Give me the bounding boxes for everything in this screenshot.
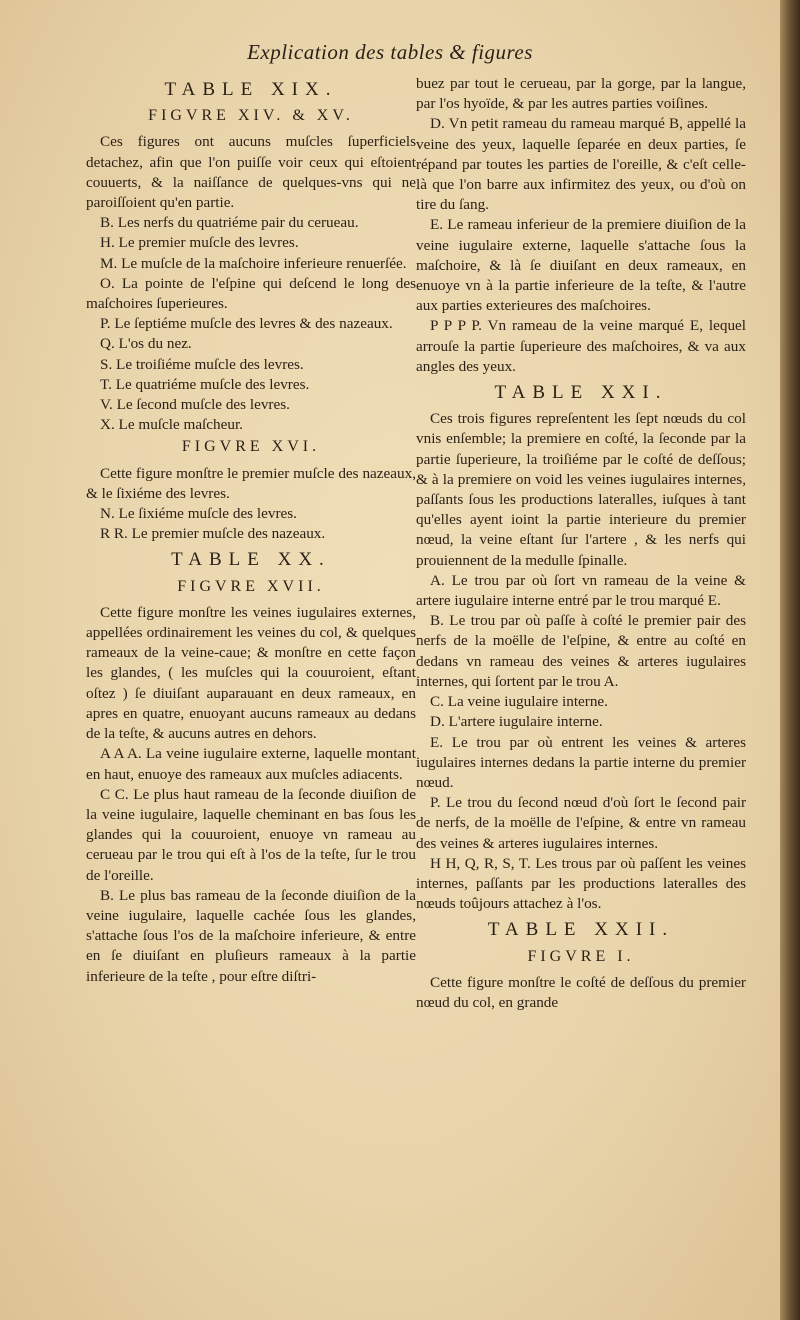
figure-heading: FIGVRE XIV. & XV. (148, 107, 354, 125)
paragraph: B. Les nerfs du quatriéme pair du cerueau. (100, 214, 359, 232)
paragraph: Cette figure monſtre le coſté de deſſous du premier nœud du col, en grande (416, 973, 746, 1011)
continued-paragraph: buez par tout le cerueau, par la gorge, par la langue, par l'os hyoïde, & par les autres parties voiſines. (416, 75, 746, 113)
paragraph: D. L'artere iugulaire interne. (430, 713, 603, 731)
paragraph: A A A. La veine iugulaire externe, laquelle montant en haut, enuoye des rameaux aux muſcles adiacents. (86, 745, 416, 783)
page-edge (780, 0, 800, 1320)
paragraph: Q. L'os du nez. (100, 335, 192, 353)
paragraph: O. La pointe de l'eſpine qui deſcend le long des maſchoires ſuperieures. (86, 274, 416, 313)
paragraph: X. Le muſcle maſcheur. (100, 416, 243, 434)
paragraph: V. Le ſecond muſcle des levres. (100, 396, 290, 414)
paragraph: Ces trois figures repreſentent les ſept nœuds du col vnis enſemble; la premiere en coſté, la ſeconde par la partie ſuperieure, la troiſiéme par le coſté de deſſous; & à la premiere on void les veines iugulaires internes, paſſants ſous les productions lateralles, iuſques à tant qu'elles ayent ioint la partie interieure du premier nœud, la veine eſtant ſur l'artere , & les nerfs qui prouiennent de la medulle ſpinalle. (416, 410, 746, 569)
figure-heading: FIGVRE I. (527, 947, 635, 965)
right-column (416, 74, 746, 1013)
paragraph: D. Vn petit rameau du rameau marqué B, appellé la veine des yeux, laquelle ſeparée en deux parties, ſe répand par toutes les parties de l'oreille, & c'eſt celle-là que l'on barre aux infirmitez des yeux, ou d'où on tire du ſang. (416, 115, 746, 214)
paragraph: S. Le troiſiéme muſcle des levres. (100, 355, 304, 373)
paragraph: P. Le ſeptiéme muſcle des levres & des nazeaux. (100, 315, 393, 333)
paragraph: C C. Le plus haut rameau de la ſeconde diuiſion de la veine iugulaire, laquelle cheminant en bas ſous les glandes qui la couuroient, enuoye vn rameau au cerueau par le trou qui eſt à l'os de la teſte, ſur le trou de l'oreille. (86, 785, 416, 884)
paragraph: C. La veine iugulaire interne. (430, 693, 608, 711)
running-head: Explication des tables & figures (247, 40, 533, 64)
paragraph: A. Le trou par où ſort vn rameau de la veine & artere iugulaire interne entré par le trou marqué E. (416, 571, 746, 610)
paragraph: Cette figure monſtre le premier muſcle des nazeaux, & le ſixiéme des levres. (86, 464, 416, 502)
paragraph: E. Le rameau inferieur de la premiere diuiſion de la veine iugulaire externe, laquelle s'attache ſous la maſchoire, & là ſe diuiſant en deux rameaux, en enuoye vn à la partie inferieure de la teſte, & l'autre aux parties exterieures des maſchoires. (416, 216, 746, 315)
paragraph: Cette figure monſtre les veines iugulaires externes, appellées ordinairement les veines du col, & quelques rameaux de la veine-caue; & monſtre en cette façon les glandes, ( les muſcles qui la couuroient, eſtant oſtez ) ſe diuiſant auparauant en deux rameaux, en apres en quatre, enuoyant aucuns rameaux au dedans de la teſte, & aucuns autres en dehors. (86, 603, 416, 743)
paragraph: B. Le trou par où paſſe à coſté le premier pair des nerfs de la moëlle de l'eſpine, & entre au coſté en dedans vn rameau des veines & arteres iugulaires internes, qui ſortent par le trou A. (416, 612, 746, 690)
paragraph: R R. Le premier muſcle des nazeaux. (100, 525, 326, 543)
paragraph: H H, Q, R, S, T. Les trous par où paſſent les veines internes, paſſants par les productions lateralles des nœuds toûjours attachez à l'os. (416, 854, 746, 913)
table-heading: TABLE XIX. (164, 79, 338, 100)
paragraph: T. Le quatriéme muſcle des levres. (100, 375, 310, 393)
table-heading: TABLE XX. (171, 549, 331, 571)
figure-heading: FIGVRE XVII. (177, 577, 325, 595)
paragraph: Ces figures ont aucuns muſcles ſuperficiels detachez, afin que l'on puiſſe voir ceux qui eſtoient couuerts, & la naiſſance de quelques-vns qui ne paroiſſoient qu'en partie. (86, 133, 416, 212)
paragraph: E. Le trou par où entrent les veines & arteres iugulaires internes dedans la partie interne du premier nœud. (416, 733, 746, 791)
paragraph: N. Le ſixiéme muſcle des levres. (100, 505, 297, 523)
paragraph: B. Le plus bas rameau de la ſeconde diuiſion de la veine iugulaire, laquelle cachée ſous les glandes, s'attache ſous l'os de la maſchoire inferieure, & entre en ſe diuiſant en pluſieurs rameaux à la partie inferieure de la teſte , pour eſtre diſtri- (86, 886, 416, 985)
figure-heading: FIGVRE XVI. (181, 438, 321, 456)
table-heading: TABLE XXII. (487, 919, 675, 941)
paragraph: P P P P. Vn rameau de la veine marqué E, lequel arrouſe la partie ſuperieure des maſchoires, & va aux angles des yeux. (416, 317, 746, 375)
paragraph: M. Le muſcle de la maſchoire inferieure renuerſée. (100, 254, 407, 272)
left-column (86, 74, 416, 987)
table-heading: TABLE XXI. (494, 382, 668, 404)
paragraph: H. Le premier muſcle des levres. (100, 234, 299, 252)
paragraph: P. Le trou du ſecond nœud d'où ſort le ſecond pair de nerfs, de la moëlle de l'eſpine, & entre vn rameau des veines & arteres iugulaires internes. (416, 794, 746, 852)
